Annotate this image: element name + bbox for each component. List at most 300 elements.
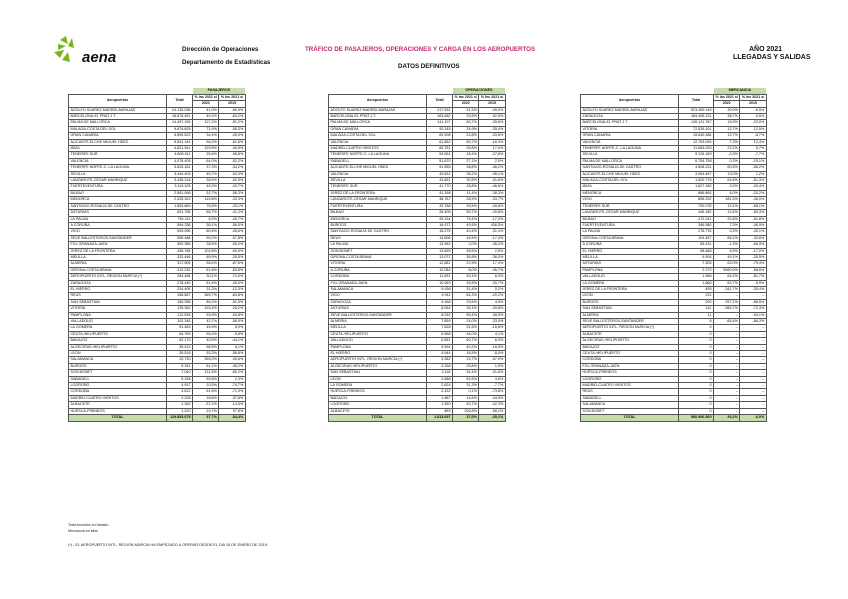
cell-value: 6,5% [714, 248, 740, 254]
cell-value: 112.538 [167, 312, 193, 318]
cell-value: 19,7% [193, 408, 219, 414]
cell-value: -51,2% [219, 120, 245, 126]
cell-value: – [714, 408, 740, 414]
table-caption: PASAJEROS [193, 88, 246, 94]
cell-value: 64.759 [167, 331, 193, 337]
cell-value: -43,1% [219, 203, 245, 209]
cell-airport: BADAJOZ [581, 344, 679, 350]
cell-airport: LEON [69, 351, 167, 357]
cell-value: 30,0% [714, 107, 740, 113]
cell-value: -35,5% [740, 254, 766, 260]
cell-value: -6,5% [740, 107, 766, 113]
cell-value: 49,1% [714, 254, 740, 260]
cell-value: 49,2% [193, 114, 219, 120]
cell-value: 2.581.068 [167, 190, 193, 196]
cell-airport: SEVE BALLESTEROS-SANTANDER [329, 312, 427, 318]
cell-value: 2.432 [427, 389, 453, 395]
cell-airport: VALLADOLID [329, 338, 427, 344]
cell-value: 31,3% [453, 383, 479, 389]
cell-value: 56,2% [193, 139, 219, 145]
cell-value: -51,3% [740, 178, 766, 184]
cell-value: 1.653.669 [167, 203, 193, 209]
cell-airport: ALBACETE [329, 408, 427, 414]
cell-value: -46,6% [479, 184, 505, 190]
cell-value: -36,0% [479, 254, 505, 260]
cell-value: 83,7% [453, 120, 479, 126]
data-table [328, 88, 506, 422]
cell-value: 33,5% [453, 114, 479, 120]
cell-value: 41.770 [427, 184, 453, 190]
cell-value: 2.325.322 [167, 197, 193, 203]
cell-value: 50,2% [193, 235, 219, 241]
cell-value: 886.863 [679, 190, 714, 196]
cell-airport: PAMPLONA [69, 312, 167, 318]
report-subtitle: DATOS DEFINITIVOS [398, 63, 460, 70]
cell-airport: ALBACETE [581, 331, 679, 337]
cell-value: 97,6% [219, 408, 245, 414]
cell-airport: SON BONET [329, 248, 427, 254]
cell-value: -38,3% [479, 190, 505, 196]
cell-value: 6.899.522 [167, 133, 193, 139]
cell-value: 2.228 [167, 395, 193, 401]
cell-value: 34,0% [453, 331, 479, 337]
cell-value: 231 [679, 293, 714, 299]
cell-value: -25,1% [740, 158, 766, 164]
cell-value: 0,2% [714, 229, 740, 235]
cell-value: -51,8% [740, 216, 766, 222]
cell-value: – [714, 370, 740, 376]
cell-value: 6,0% [714, 190, 740, 196]
cell-airport: ZARAGOZA [69, 280, 167, 286]
cell-value: -81,7% [740, 274, 766, 280]
cell-value: 0 [679, 325, 714, 331]
cell-value: 53,9% [193, 312, 219, 318]
cell-value: 14,6% [453, 395, 479, 401]
cell-value: 92.345 [427, 126, 453, 132]
total-row [69, 415, 246, 421]
cell-value: 58,5% [193, 344, 219, 350]
cell-value: 55,7% [453, 210, 479, 216]
cell-value: 61,6% [193, 389, 219, 395]
cell-value: – [714, 312, 740, 318]
cell-airport: GRAN CANARIA [329, 126, 427, 132]
cell-value: 234.405 [167, 286, 193, 292]
note-cargo: Mercancía en kilos [68, 528, 98, 533]
cell-value: 1.660 [679, 280, 714, 286]
total-value: 37,0% [453, 415, 479, 421]
cell-value: 102,8% [193, 248, 219, 254]
cell-value: – [740, 402, 766, 408]
cell-airport: MELILLA [581, 254, 679, 260]
cell-airport: VALENCIA [329, 139, 427, 145]
cell-airport: GIRONA-COSTA BRAVA [329, 254, 427, 260]
cell-value: 25,6% [193, 152, 219, 158]
cell-value: 102.345 [167, 319, 193, 325]
cell-value: 3.438.218 [167, 178, 193, 184]
cell-value: -86,3% [740, 319, 766, 325]
cell-value: 28.518 [167, 351, 193, 357]
cell-value: 0 [679, 395, 714, 401]
cell-value: 6,0% [479, 274, 505, 280]
cell-value: -84,8% [219, 293, 245, 299]
cell-value: 40,7% [453, 402, 479, 408]
cell-value: 7.040 [167, 370, 193, 376]
cell-value: -37,2% [193, 402, 219, 408]
cell-airport: MALAGA-COSTA DEL SOL [581, 178, 679, 184]
cell-value: 2.270 [679, 267, 714, 273]
cell-value: 83.908 [427, 133, 453, 139]
cell-value: 36,5% [453, 248, 479, 254]
cell-value: -31,8% [479, 370, 505, 376]
cell-airport: HUESCA-PIRINEOS [581, 370, 679, 376]
cell-value: – [714, 363, 740, 369]
cell-airport: VALLADOLID [69, 319, 167, 325]
cell-value: 831.756 [167, 210, 193, 216]
cell-value: -40,8% [479, 210, 505, 216]
cell-value: 34,4% [193, 133, 219, 139]
cell-value: 12.084 [427, 267, 453, 273]
cell-airport: BILBAO [69, 190, 167, 196]
cell-airport: PALMA DE MALLORCA [581, 158, 679, 164]
cell-airport: AEROPUERTO INTL. REGION MURCIA (*) [69, 274, 167, 280]
cell-value: -35,4% [479, 126, 505, 132]
cell-airport: IBIZA [581, 184, 679, 190]
cell-value: 455 [679, 286, 714, 292]
cell-airport: ADOLFO SUAREZ MADRID-BARAJAS [329, 107, 427, 113]
cell-value: -68,1% [740, 203, 766, 209]
cell-airport: FGL GRANADA-JAEN [69, 242, 167, 248]
cell-value: -57,8% [219, 235, 245, 241]
cell-value: -17,4% [479, 235, 505, 241]
cell-value: 54.561 [427, 152, 453, 158]
cell-value: 200 [679, 299, 714, 305]
cell-value: 5.651 [427, 338, 453, 344]
cell-value: 26.134 [427, 216, 453, 222]
cell-value: – [740, 331, 766, 337]
cell-value: 40,6% [193, 338, 219, 344]
cell-value: 276.776 [679, 229, 714, 235]
cell-value: -45,6% [219, 229, 245, 235]
cell-value: 4.078.405 [167, 158, 193, 164]
total-value: 1.813.697 [427, 415, 453, 421]
cell-value: 0 [679, 338, 714, 344]
cell-airport: MADRID-CUATRO VIENTOS [329, 146, 427, 152]
cell-value: – [740, 293, 766, 299]
cell-value: 6,5% [740, 114, 766, 120]
cell-airport: ALGECIRAS /HELIPUERTO [329, 363, 427, 369]
cell-value: 9.161 [167, 363, 193, 369]
cell-value: 8,0% [453, 267, 479, 273]
cell-airport: MELILLA [69, 254, 167, 260]
cell-value: 65,7% [453, 139, 479, 145]
cell-value: – [714, 331, 740, 337]
cell-value: – [714, 325, 740, 331]
cell-value: – [714, 383, 740, 389]
cell-airport: ALMERIA [581, 312, 679, 318]
cell-value: 7.859 [427, 319, 453, 325]
cell-value: 51.555 [427, 165, 453, 171]
cell-value: -16,8% [479, 325, 505, 331]
cell-value: -52,9% [219, 178, 245, 184]
cell-airport: ALMERIA [69, 261, 167, 267]
cell-value: 1.382 [167, 402, 193, 408]
cell-airport: LANZAROTE-CESAR MANRIQUE [69, 178, 167, 184]
cell-value: 34,4% [453, 370, 479, 376]
cell-value: 127,2% [193, 120, 219, 126]
cell-value: 12,4% [740, 139, 766, 145]
cell-value: -16,3% [479, 139, 505, 145]
cell-value: 1.350 [427, 402, 453, 408]
cell-value: -49,0% [219, 133, 245, 139]
cell-value: 555.488 [167, 235, 193, 241]
cell-airport: LEON [581, 293, 679, 299]
cell-value: 64,3% [453, 293, 479, 299]
cell-value: 12.753.093 [679, 139, 714, 145]
cell-value: – [740, 370, 766, 376]
cell-value: 60,7% [453, 338, 479, 344]
cell-value: 129,9% [193, 146, 219, 152]
cell-airport: ADOLFO SUAREZ MADRID-BARAJAS [581, 107, 679, 113]
cell-value: -80,2% [219, 370, 245, 376]
cell-value: 35,5% [193, 178, 219, 184]
cell-value: 64,2% [714, 274, 740, 280]
cell-value: 2.624 [427, 383, 453, 389]
cell-airport: GIRONA-COSTA BRAVA [69, 267, 167, 273]
cell-airport: SEVE BALLESTEROS-SANTANDER [581, 319, 679, 325]
cell-value: -20,2% [740, 190, 766, 196]
cell-value: 496.182 [679, 210, 714, 216]
cell-value: -8,7% [740, 133, 766, 139]
cell-value: -36,1% [479, 171, 505, 177]
cell-airport: LA GOMERA [329, 383, 427, 389]
cell-airport: SEVILLA [329, 178, 427, 184]
cell-value: 79,4% [453, 216, 479, 222]
cell-value: -66,9% [740, 242, 766, 248]
cell-value: 1,9% [479, 363, 505, 369]
cell-airport: TENERIFE SUR [329, 184, 427, 190]
cell-value: 3.964.467 [679, 171, 714, 177]
cell-value: 0 [679, 344, 714, 350]
cell-airport: VITORIA [581, 126, 679, 132]
cell-value: -71,9% [219, 389, 245, 395]
cell-value: 3.266 [427, 363, 453, 369]
cell-value: 12,5% [740, 126, 766, 132]
cell-value: 64,6% [714, 178, 740, 184]
cell-value: 7,3% [714, 222, 740, 228]
cell-value: 53,3% [193, 351, 219, 357]
cell-airport: ALICANTE-ELCHE MIGUEL HDEZ. [329, 165, 427, 171]
cell-value: 158.687 [167, 293, 193, 299]
report-year: AÑO 2021 [749, 46, 783, 53]
cell-value: 4,5% [479, 299, 505, 305]
cell-airport: LA PALMA [69, 216, 167, 222]
cell-value: 206,8% [453, 408, 479, 414]
cell-value: – [740, 357, 766, 363]
cell-value: 283.458 [167, 274, 193, 280]
cell-value: 11,4% [453, 190, 479, 196]
cell-value: -65,4% [714, 319, 740, 325]
cell-value: 181,5% [714, 197, 740, 203]
cell-airport: FUERTEVENTURA [329, 203, 427, 209]
cell-airport: REUS [69, 293, 167, 299]
cell-value: -8,0% [479, 351, 505, 357]
cell-value: 16,5% [453, 351, 479, 357]
cell-value: -17,3% [479, 216, 505, 222]
cell-airport: BARCELONA-EL PRAT J.T. [581, 120, 679, 126]
cell-value: 6.556 [427, 331, 453, 337]
cell-value: 1,2% [740, 171, 766, 177]
cell-value: – [714, 389, 740, 395]
cell-value: 761.111 [167, 216, 193, 222]
cell-value: 36,8% [453, 254, 479, 260]
cell-airport: MADRID-CUATRO VIENTOS [69, 395, 167, 401]
cell-value: 104.457 [679, 235, 714, 241]
cell-value: -12,3% [219, 286, 245, 292]
cell-value: -23,0% [740, 120, 766, 126]
cell-airport: TENERIFE NORTE-C. LA LAGUNA [329, 152, 427, 158]
header-inc-2020: % Inc 2021 s/ [715, 94, 738, 99]
cell-airport: SEVILLA [581, 152, 679, 158]
cell-value: 0 [679, 370, 714, 376]
cell-value: 85,2% [193, 299, 219, 305]
header-inc-2020: % Inc 2021 s/ [454, 94, 477, 99]
cell-value: 1.500.776 [679, 178, 714, 184]
cell-airport: HUESCA-PIRINEOS [329, 389, 427, 395]
cell-airport: CORDOBA [69, 389, 167, 395]
cell-airport: JEREZ DE LA FRONTERA [69, 248, 167, 254]
total-value: 980.996.569 [679, 415, 714, 421]
cell-value: 51.870 [427, 158, 453, 164]
cell-value: -14,5% [219, 402, 245, 408]
cell-value: 14,6% [714, 210, 740, 216]
header-inc-2019: % Inc 2021 s/ [480, 94, 504, 99]
cell-airport: BARCELONA-EL PRAT J.T. [329, 114, 427, 120]
cell-value: 15,9% [714, 120, 740, 126]
cell-value: 4.831.941 [167, 146, 193, 152]
cell-value: 22,9% [453, 261, 479, 267]
cell-value: -28,8% [479, 203, 505, 209]
cell-value: 19,7% [453, 357, 479, 363]
cell-airport: VIGO [69, 229, 167, 235]
brand-name: aena [82, 49, 117, 66]
cell-value: 52,6% [453, 376, 479, 382]
cell-airport: SALAMANCA [69, 357, 167, 363]
header-total: Total [167, 94, 193, 107]
cell-airport: BADAJOZ [69, 338, 167, 344]
cell-value: -59,2% [219, 242, 245, 248]
cell-value: -40,5% [219, 146, 245, 152]
cell-airport: TENERIFE NORTE-C. LA LAGUNA [69, 165, 167, 171]
cell-value: 3.444.405 [167, 171, 193, 177]
cell-value: -56,3% [219, 190, 245, 196]
cell-value: -73,8% [479, 389, 505, 395]
cell-value: -72,3% [740, 306, 766, 312]
cell-value: 9.126.169 [679, 152, 714, 158]
cell-value: – [740, 376, 766, 382]
cell-airport: CORDOBA [329, 274, 427, 280]
cell-airport: EL HIERRO [329, 351, 427, 357]
cell-value: 60.751 [427, 146, 453, 152]
cell-value: 42,7% [193, 319, 219, 325]
cell-value: 278.440 [167, 280, 193, 286]
cell-value: 0 [679, 389, 714, 395]
cell-value: 5.594 [427, 344, 453, 350]
cell-airport: MALAGA-COSTA DEL SOL [329, 133, 427, 139]
cell-airport: GRAN CANARIA [69, 133, 167, 139]
cell-value: 184.495.131 [679, 114, 714, 120]
cell-airport: A CORUÑA [69, 222, 167, 228]
total-value: 119.853.075 [167, 415, 193, 421]
cell-value: 34,9% [453, 126, 479, 132]
cell-value: – [714, 395, 740, 401]
header-inc-2019: % Inc 2021 s/ [220, 94, 244, 99]
cell-value: 14.497.159 [167, 120, 193, 126]
report-scope: LLEGADAS Y SALIDAS [733, 54, 811, 61]
cell-airport: ASTURIAS [329, 306, 427, 312]
cell-airport: ALBACETE [69, 402, 167, 408]
cell-value: 15.276 [427, 229, 453, 235]
cell-value: – [740, 395, 766, 401]
cell-value: 7,3% [714, 139, 740, 145]
cell-value: -44,1% [219, 338, 245, 344]
note-transit: Total incluidos en tránsito [68, 523, 109, 527]
header-inc-2020-year: 2020 [714, 101, 740, 107]
cell-value: 45,9% [193, 325, 219, 331]
cell-value: -40,0% [219, 280, 245, 286]
cell-value: – [740, 344, 766, 350]
cell-value: 2,5% [479, 248, 505, 254]
total-label: TOTAL [581, 415, 679, 421]
cell-value: 38,7% [714, 114, 740, 120]
cell-value: 11.591 [427, 274, 453, 280]
cell-airport: VIGO [581, 197, 679, 203]
cell-value: 1.887 [427, 395, 453, 401]
cell-value: 43.651 [427, 178, 453, 184]
cell-value: -36,7% [479, 267, 505, 273]
total-label: TOTAL [69, 415, 167, 421]
cell-value: -83,8% [219, 267, 245, 273]
cell-airport: LOGROÑO [69, 383, 167, 389]
cell-airport: MELILLA [329, 325, 427, 331]
cell-value: 35.412 [167, 344, 193, 350]
cell-value: -57,0% [479, 357, 505, 363]
cell-value: -67,6% [219, 261, 245, 267]
cell-value: 0,3% [714, 158, 740, 164]
cell-value: – [740, 408, 766, 414]
cell-value: 41,0% [193, 107, 219, 113]
cell-value: 1.220 [167, 408, 193, 414]
cell-value: -42,3% [479, 402, 505, 408]
cell-value: 13.699 [427, 248, 453, 254]
cell-value: 24,0% [453, 319, 479, 325]
cell-airport: LA PALMA [581, 229, 679, 235]
cell-value: 18,4% [453, 152, 479, 158]
table-caption: OPERACIONES [453, 88, 506, 94]
cell-value: -61,6% [219, 139, 245, 145]
cell-value: – [714, 357, 740, 363]
cell-airport: SABADELL [329, 158, 427, 164]
cell-value: -27,8% [479, 152, 505, 158]
notes [68, 523, 108, 534]
cell-airport: A CORUÑA [329, 267, 427, 273]
cell-value: 592.356 [167, 242, 193, 248]
cell-value: 5,0% [219, 325, 245, 331]
cell-airport: BARCELONA-EL PRAT J.T. [69, 114, 167, 120]
cell-value: 549.096 [167, 229, 193, 235]
cell-value: 22,8% [714, 216, 740, 222]
cell-airport: LA PALMA [329, 242, 427, 248]
total-label: TOTAL [329, 415, 427, 421]
